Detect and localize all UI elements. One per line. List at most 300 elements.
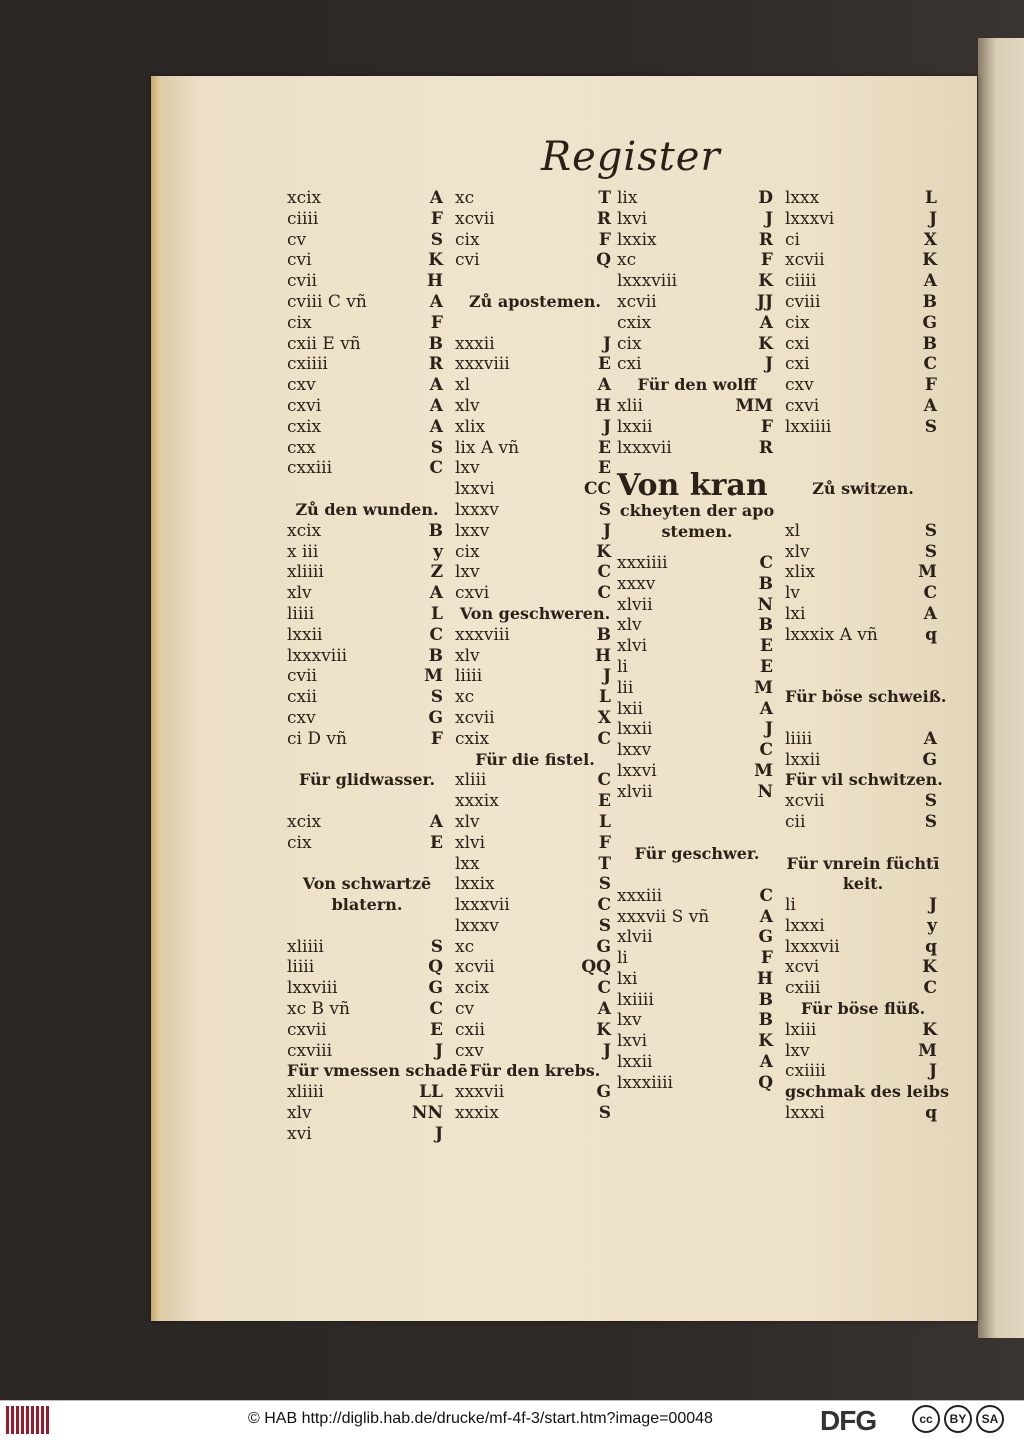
folio-number: cxx — [287, 437, 316, 458]
register-entry — [617, 886, 777, 907]
folio-number: lxxxviii — [287, 645, 348, 666]
register-entry — [617, 334, 777, 355]
folio-number: lii — [617, 677, 634, 698]
folio-number: xliiii — [287, 1082, 324, 1103]
section-heading: Von geschweren. — [459, 603, 611, 623]
reference-letter: G — [922, 312, 937, 333]
folio-number: lxxii — [617, 416, 653, 437]
folio-number: lix A vñ — [455, 437, 520, 458]
folio-number: cxi — [617, 354, 642, 375]
section-heading: Für glidwasser. — [298, 770, 436, 790]
reference-letter: C — [429, 624, 443, 645]
folio-number: cxii E vñ — [287, 333, 361, 354]
folio-number: lxxvi — [455, 479, 495, 500]
reference-letter: N — [757, 594, 773, 615]
register-entry — [617, 1073, 777, 1094]
reference-letter: J — [602, 333, 611, 354]
section-heading: keit. — [842, 874, 884, 894]
folio-number: cxvi — [785, 395, 820, 416]
reference-letter: MM — [735, 395, 773, 416]
reference-letter: K — [596, 541, 611, 562]
section-heading: Für vil schwitzen. — [785, 770, 943, 790]
folio-number: xlv — [287, 1103, 312, 1124]
register-entry — [617, 313, 777, 334]
folio-number: cix — [287, 312, 312, 333]
register-entry — [287, 1041, 447, 1062]
reference-letter: S — [598, 499, 611, 520]
reference-letter: Q — [428, 957, 443, 978]
reference-letter: K — [922, 250, 937, 271]
spacer — [785, 500, 941, 521]
section-heading: Zů apostemen. — [469, 291, 601, 311]
reference-letter: A — [923, 395, 937, 416]
register-entry — [287, 188, 447, 209]
register-entry — [785, 937, 941, 958]
folio-number: lxxxvii — [617, 437, 672, 458]
reference-letter: K — [428, 250, 443, 271]
folio-number: xxxviii — [455, 624, 510, 645]
folio-number: xxxviii — [455, 354, 510, 375]
reference-letter: A — [597, 375, 611, 396]
register-entry — [287, 687, 447, 708]
register-entry — [617, 595, 777, 616]
spacer — [617, 543, 777, 553]
register-entry — [617, 438, 777, 459]
reference-letter: J — [928, 1061, 937, 1082]
register-entry — [617, 761, 777, 782]
section-heading: Für den wolff — [637, 375, 757, 395]
folio-number: lxxiiii — [785, 416, 832, 437]
reference-letter: L — [431, 603, 443, 624]
folio-number: lxxv — [455, 520, 490, 541]
folio-number: cxi — [785, 333, 810, 354]
folio-number: lxiii — [785, 1019, 817, 1040]
folio-number: lxxv — [617, 740, 652, 761]
folio-number: cxii — [287, 687, 317, 708]
folio-number: cxv — [287, 707, 316, 728]
folio-number: xlv — [455, 395, 480, 416]
folio-number: cxix — [455, 728, 490, 749]
register-entry — [785, 604, 941, 625]
folio-number: xcix — [287, 188, 322, 208]
folio-number: cviii — [785, 291, 821, 312]
reference-letter: J — [434, 1123, 443, 1144]
register-entry — [785, 957, 941, 978]
reference-letter: A — [429, 416, 443, 437]
folio-number: xcvi — [785, 957, 820, 978]
spacer — [287, 791, 447, 812]
reference-letter: G — [758, 927, 773, 948]
reference-letter: L — [599, 811, 611, 832]
reference-letter: A — [429, 188, 443, 208]
register-entry — [455, 978, 615, 999]
register-entry — [617, 636, 777, 657]
folio-number: cxv — [287, 375, 316, 396]
register-entry — [617, 907, 777, 928]
section-heading: Von schwartzē — [302, 874, 432, 894]
reference-letter: H — [594, 645, 611, 666]
reference-letter: A — [759, 906, 773, 927]
spacer — [785, 646, 941, 667]
register-entry — [455, 770, 615, 791]
folio-number: xcix — [287, 520, 322, 541]
register-entry — [455, 625, 615, 646]
folio-number: lxxii — [617, 719, 653, 740]
register-entry — [455, 230, 615, 251]
section-heading: Zů switzen. — [812, 479, 914, 499]
spacer — [287, 854, 447, 875]
reference-letter: K — [596, 1019, 611, 1040]
reference-letter: C — [597, 978, 611, 999]
spacer — [617, 803, 777, 824]
register-entry — [617, 396, 777, 417]
reference-letter: M — [424, 666, 443, 687]
register-entry — [785, 750, 941, 771]
folio-number: xlvi — [455, 832, 486, 853]
reference-letter: F — [430, 208, 443, 229]
folio-number: lxxii — [785, 749, 821, 770]
reference-letter: q — [925, 624, 937, 645]
reference-letter: K — [758, 333, 773, 354]
reference-letter: J — [764, 208, 773, 229]
reference-letter: R — [758, 437, 773, 458]
page-edge — [151, 76, 165, 1321]
creative-commons-icon: cc — [912, 1405, 940, 1433]
reference-letter: CC — [583, 479, 611, 500]
folio-number: cxix — [287, 416, 322, 437]
reference-letter: E — [760, 656, 773, 677]
register-entry — [287, 708, 447, 729]
reference-letter: LL — [419, 1082, 443, 1103]
folio-number: lxxix — [617, 229, 657, 250]
reference-letter: H — [594, 395, 611, 416]
reference-letter: S — [598, 915, 611, 936]
folio-number: lxxxiiii — [617, 1072, 673, 1093]
register-entry — [287, 1020, 447, 1041]
register-entry — [287, 438, 447, 459]
reference-letter: C — [429, 999, 443, 1020]
folio-number: lxxxvii — [785, 936, 840, 957]
folio-number: xl — [455, 375, 471, 396]
register-entry — [617, 969, 777, 990]
register-column-2 — [455, 188, 615, 1124]
register-entry — [785, 230, 941, 251]
folio-number: xlix — [785, 562, 816, 583]
register-entry — [455, 542, 615, 563]
register-entry — [455, 1103, 615, 1124]
section-heading: Zů den wunden. — [295, 499, 439, 519]
register-entry — [455, 874, 615, 895]
register-entry — [287, 271, 447, 292]
reference-letter: J — [602, 666, 611, 687]
reference-letter: S — [430, 229, 443, 250]
reference-letter: Z — [430, 562, 443, 583]
license-badges[interactable] — [912, 1405, 1004, 1433]
register-entry — [287, 354, 447, 375]
folio-number: lxxvi — [617, 760, 657, 781]
register-entry — [287, 604, 447, 625]
register-entry — [455, 1041, 615, 1062]
register-entry — [785, 542, 941, 563]
register-column-3 — [617, 188, 777, 1094]
register-entry — [455, 500, 615, 521]
register-entry — [785, 729, 941, 750]
reference-letter: J — [602, 520, 611, 541]
folio-number: xxxix — [455, 791, 499, 812]
spacer — [785, 438, 941, 459]
folio-number: xxxiiii — [617, 552, 668, 573]
reference-letter: S — [598, 874, 611, 895]
folio-number: xcvii — [455, 957, 495, 978]
folio-number: li — [617, 656, 628, 677]
barcode-logo-icon — [6, 1406, 50, 1434]
register-entry — [785, 313, 941, 334]
folio-number: xcvii — [617, 291, 657, 312]
reference-letter: G — [922, 749, 937, 770]
reference-letter: JJ — [756, 291, 773, 312]
register-entry — [617, 699, 777, 720]
reference-letter: M — [754, 760, 773, 781]
folio-number: cix — [785, 312, 810, 333]
folio-number: lxxxi — [785, 1103, 825, 1124]
folio-number: cxxiii — [287, 458, 333, 479]
register-entry — [287, 396, 447, 417]
folio-number: cii — [785, 811, 806, 832]
reference-letter: H — [756, 968, 773, 989]
register-entry — [617, 1010, 777, 1031]
reference-letter: y — [433, 541, 443, 562]
reference-letter: A — [429, 395, 443, 416]
reference-letter: C — [759, 740, 773, 761]
register-entry — [455, 417, 615, 438]
register-entry — [287, 1103, 447, 1124]
folio-number: xc — [455, 936, 475, 957]
reference-letter: B — [428, 520, 443, 541]
reference-letter: M — [918, 562, 937, 583]
folio-number: xlv — [617, 615, 642, 636]
reference-letter: F — [760, 416, 773, 437]
reference-letter: A — [923, 603, 937, 624]
folio-number: xc — [455, 188, 475, 208]
reference-letter: F — [430, 728, 443, 749]
spacer — [455, 313, 615, 334]
register-entry — [455, 666, 615, 687]
folio-number: cxvi — [287, 395, 322, 416]
viewer-footer — [0, 1400, 1024, 1440]
reference-letter: B — [428, 333, 443, 354]
folio-number: lv — [785, 583, 801, 604]
reference-letter: M — [754, 677, 773, 698]
register-entry — [287, 646, 447, 667]
reference-letter: A — [429, 375, 443, 396]
register-entry — [785, 417, 941, 438]
section-heading: Für böse flüß. — [800, 999, 926, 1019]
folio-number: ciiii — [785, 271, 817, 292]
facing-page-edge — [978, 38, 1024, 1338]
reference-letter: A — [597, 999, 611, 1020]
reference-letter: C — [597, 728, 611, 749]
register-entry — [617, 188, 777, 209]
register-entry — [455, 438, 615, 459]
register-entry — [455, 188, 615, 209]
register-entry — [617, 678, 777, 699]
folio-number: xlv — [287, 583, 312, 604]
register-entry — [287, 833, 447, 854]
folio-number: lix — [617, 188, 638, 208]
register-entry — [287, 230, 447, 251]
folio-number: ci D vñ — [287, 728, 347, 749]
reference-letter: F — [598, 229, 611, 250]
register-entry — [455, 209, 615, 230]
register-entry — [287, 978, 447, 999]
folio-number: cxv — [785, 375, 814, 396]
folio-number: lxvi — [617, 208, 648, 229]
reference-letter: J — [602, 416, 611, 437]
reference-letter: S — [924, 520, 937, 541]
register-entry — [617, 553, 777, 574]
folio-number: xlvii — [617, 781, 653, 802]
folio-number: ciiii — [287, 208, 319, 229]
folio-number: cxix — [617, 312, 652, 333]
section-heading: Für vnrein füchtī — [786, 853, 940, 873]
folio-number: xlix — [455, 416, 486, 437]
spacer — [785, 666, 941, 687]
register-entry — [785, 791, 941, 812]
register-entry — [455, 1082, 615, 1103]
reference-letter: T — [598, 853, 611, 874]
register-entry — [617, 1052, 777, 1073]
register-entry — [617, 1031, 777, 1052]
register-entry — [455, 458, 615, 479]
folio-number: cxv — [455, 1040, 484, 1061]
reference-letter: A — [429, 291, 443, 312]
register-entry — [455, 479, 615, 500]
folio-number: lxx — [455, 853, 480, 874]
register-entry — [287, 334, 447, 355]
register-entry — [287, 250, 447, 271]
register-entry — [785, 1061, 941, 1082]
register-entry — [287, 666, 447, 687]
reference-letter: G — [428, 978, 443, 999]
reference-letter: C — [759, 552, 773, 573]
reference-letter: J — [764, 354, 773, 375]
reference-letter: C — [597, 895, 611, 916]
register-entry — [455, 791, 615, 812]
reference-letter: K — [758, 1031, 773, 1052]
register-entry — [617, 250, 777, 271]
register-entry — [287, 313, 447, 334]
reference-letter: S — [430, 437, 443, 458]
register-entry — [287, 937, 447, 958]
reference-letter: S — [430, 687, 443, 708]
reference-letter: S — [924, 541, 937, 562]
register-entry — [455, 375, 615, 396]
folio-number: lxv — [455, 562, 480, 583]
register-entry — [455, 916, 615, 937]
reference-letter: C — [923, 583, 937, 604]
reference-letter: E — [430, 1019, 443, 1040]
register-entry — [287, 583, 447, 604]
folio-number: cxiiii — [785, 1061, 826, 1082]
section-heading: stemen. — [661, 522, 733, 542]
reference-letter: E — [598, 354, 611, 375]
page-title: Register — [541, 134, 721, 180]
folio-number: x iii — [287, 541, 319, 562]
folio-number: xvi — [287, 1123, 312, 1144]
reference-letter: E — [598, 437, 611, 458]
spacer — [287, 916, 447, 937]
register-entry — [785, 562, 941, 583]
register-entry — [287, 957, 447, 978]
register-entry — [785, 1103, 941, 1124]
register-entry — [617, 271, 777, 292]
attribution-link[interactable]: © HAB http://diglib.hab.de/drucke/mf-4f-3/start.htm?image=00048 — [248, 1410, 713, 1427]
register-entry — [617, 740, 777, 761]
reference-letter: A — [429, 811, 443, 832]
reference-letter: S — [924, 811, 937, 832]
reference-letter: C — [429, 458, 443, 479]
register-entry — [785, 978, 941, 999]
reference-letter: R — [758, 229, 773, 250]
folio-number: lxxxi — [785, 915, 825, 936]
spacer — [287, 750, 447, 771]
reference-letter: C — [759, 885, 773, 906]
reference-letter: B — [758, 573, 773, 594]
spacer — [455, 271, 615, 292]
register-entry — [455, 646, 615, 667]
by-icon: BY — [944, 1405, 972, 1433]
reference-letter: y — [927, 915, 937, 936]
reference-letter: F — [760, 250, 773, 271]
folio-number: lxxxviii — [617, 271, 678, 292]
folio-number: xxxv — [617, 573, 656, 594]
reference-letter: J — [928, 208, 937, 229]
folio-number: xc — [617, 250, 637, 271]
folio-number: liiii — [455, 666, 483, 687]
reference-letter: E — [760, 636, 773, 657]
reference-letter: R — [428, 354, 443, 375]
register-entry — [455, 250, 615, 271]
folio-number: xlv — [455, 811, 480, 832]
register-entry — [455, 396, 615, 417]
dfg-logo: DFG — [820, 1405, 877, 1436]
register-entry — [455, 957, 615, 978]
folio-number: cxii — [455, 1019, 485, 1040]
reference-letter: L — [925, 188, 937, 208]
register-entry — [617, 209, 777, 230]
reference-letter: B — [922, 291, 937, 312]
section-heading: Für den krebs. — [469, 1061, 601, 1081]
register-entry — [785, 334, 941, 355]
register-entry — [785, 812, 941, 833]
register-entry — [785, 396, 941, 417]
register-entry — [785, 375, 941, 396]
register-entry — [287, 812, 447, 833]
spacer — [785, 458, 941, 479]
reference-letter: C — [597, 770, 611, 791]
folio-number: lxxxv — [455, 915, 499, 936]
register-entry — [455, 354, 615, 375]
folio-number: xc — [455, 687, 475, 708]
reference-letter: QQ — [581, 957, 611, 978]
register-entry — [785, 895, 941, 916]
register-entry — [617, 417, 777, 438]
register-entry — [785, 1041, 941, 1062]
reference-letter: B — [758, 1010, 773, 1031]
reference-letter: S — [430, 936, 443, 957]
register-entry — [287, 1082, 447, 1103]
register-entry — [617, 615, 777, 636]
